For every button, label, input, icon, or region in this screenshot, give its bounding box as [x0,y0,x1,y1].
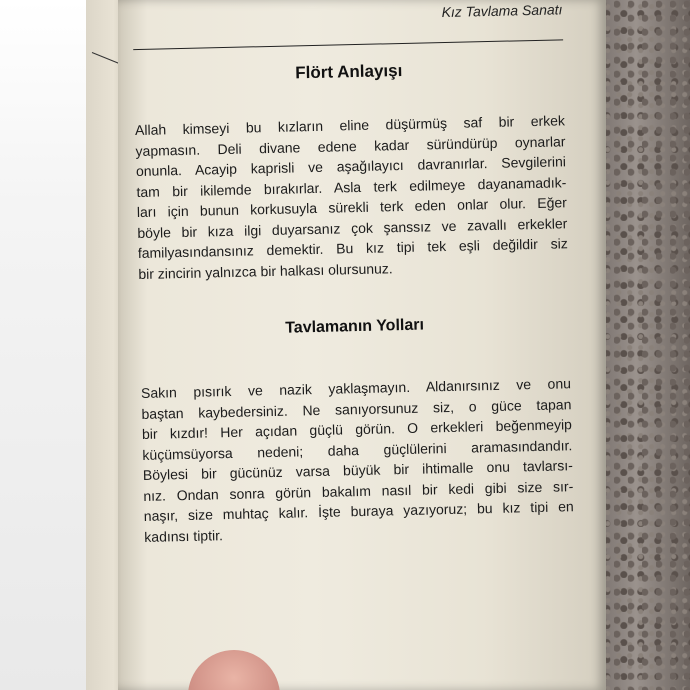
text-line: yapmasın. Deli divane edene kadar süründürüp oynarlar [135,132,566,159]
text-line: küçümsüyorsa nedeni; daha güçlülerini aramasındandır. [142,436,573,463]
section-title-flort: Flört Anlayışı [295,60,403,83]
text-line: tam bir ikilemde bırakırlar. Asla terk edilmeye dayanamadık- [136,173,567,200]
text-line: kadınsı tiptir. [144,526,224,545]
text-line: baştan kaybedersiniz. Ne sanıyorsunuz siz, o güce tapan [141,395,572,422]
header-rule [133,39,563,50]
background-wall [0,0,96,690]
text-line: nız. Ondan sonra görün bakalım nasıl bir kedi gibi size sır- [143,477,574,504]
text-line: bir kızdır! Her açıdan güçlü görün. O erkekleri beğenmeyip [141,416,573,442]
text-line: Böylesi bir gücünüz varsa büyük bir ihtimalle onu tavlarsı- [142,457,573,483]
text-line: Sakın pısırık ve nazik yaklaşmayın. Aldanırsınız ve onu [140,375,572,401]
running-head: Kız Tavlama Sanatı [441,1,563,21]
text-line: onunla. Acayip kaprisli ve aşağılayıcı davranırlar. Sevgilerini [135,153,567,180]
paragraph-tavlama [141,373,575,547]
paragraph-flort [135,110,569,284]
text-line: ları için bunun korkusuyla sürekli terk eden onlar olur. Eğer [136,194,567,221]
page-content [132,0,588,690]
section-title-tavlama: Tavlamanın Yolları [285,316,425,337]
text-line: familyasındansınız demektir. Bu kız tipi tek eşli değildir siz [137,235,568,262]
text-line: bir zincirin yalnızca bir halkası olursunuz. [138,259,393,282]
text-line: naşır, size muhtaç kalır. İşte buraya yazıyoruz; bu kız tipi en [143,498,574,524]
background-carpet [600,0,690,690]
text-line: Allah kimseyi bu kızların eline düşürmüş saf bir erkek [134,112,566,139]
text-line: böyle bir kıza ilgi duyarsanız çok şanssız ve zavallı erkekler [137,214,568,241]
